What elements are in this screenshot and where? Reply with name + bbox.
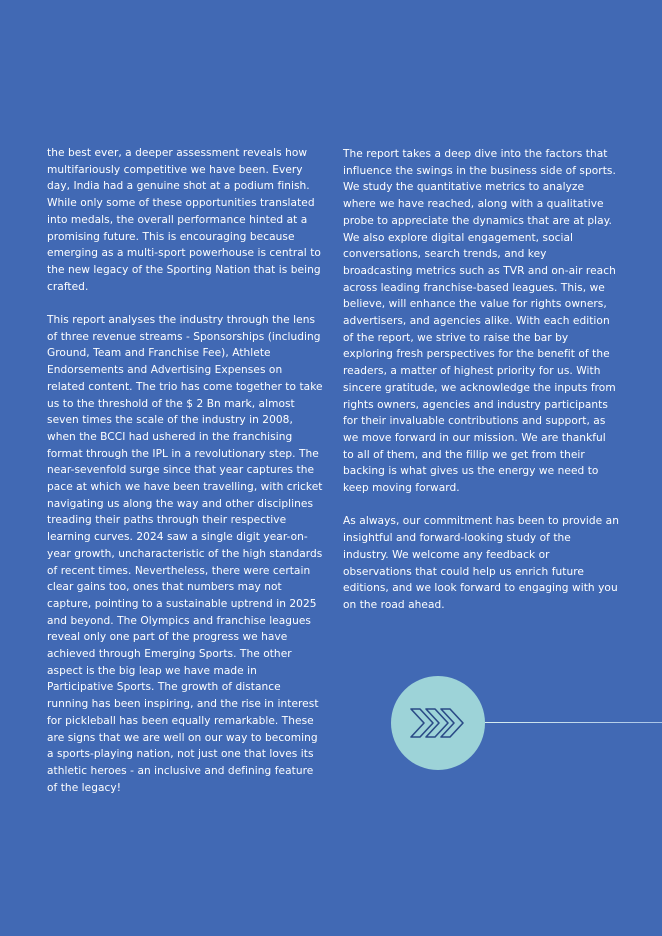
- right-text-column: [343, 146, 619, 630]
- left-text-column: [47, 145, 323, 813]
- chevron-badge: [391, 676, 485, 770]
- triple-chevron-right-icon: [391, 676, 485, 770]
- left-paragraph-1: the best ever, a deeper assessment reveals how multifariously competitive we have been. Every day, India had a genuine shot at a podium finish. While only some of these opportunities translated into medals, the overall performance hinted at a promising future. This is encouraging because emerging as a multi-sport powerhouse is central to the new legacy of the Sporting Nation that is being crafted.: [47, 147, 321, 293]
- divider-line: [485, 722, 662, 723]
- left-paragraph-2: This report analyses the industry through the lens of three revenue streams - Sponsorships (including Ground, Team and Franchise Fee), Athlete Endorsements and Advertising Expenses on related content. The trio has come together to take us to the threshold of the $ 2 Bn mark, almost seven times the scale of the industry in 2008, when the BCCI had ushered in the franchising format through the IPL in a revolutionary step. The near-sevenfold surge since that year captures the pace at which we have been travelling, with cricket navigating us along the way and other disciplines treading their paths through their respective learning curves. 2024 saw a single digit year-on-year growth, uncharacteristic of the high standards of recent times. Nevertheless, there were certain clear gains too, ones that numbers may not capture, pointing to a sustainable uptrend in 2025 and beyond. The Olympics and franchise leagues reveal only one part of the progress we have achieved through Emerging Sports. The other aspect is the big leap we have made in Participative Sports. The growth of distance running has been inspiring, and the rise in interest for pickleball has been equally remarkable. These are signs that we are well on our way to becoming a sports-playing nation, not just one that loves its athletic heroes - an inclusive and defining feature of the legacy!: [47, 314, 323, 794]
- right-paragraph-1: The report takes a deep dive into the factors that influence the swings in the business side of sports. We study the quantitative metrics to analyze where we have reached, along with a qualitative probe to appreciate the dynamics that are at play. We also explore digital engagement, social conversations, search trends, and key broadcasting metrics such as TVR and on-air reach across leading franchise-based leagues. This, we believe, will enhance the value for rights owners, advertisers, and agencies alike. With each edition of the report, we strive to raise the bar by exploring fresh perspectives for the benefit of the readers, a matter of highest priority for us. With sincere gratitude, we acknowledge the inputs from rights owners, agencies and industry participants for their invaluable contributions and support, as we move forward in our mission. We are thankful to all of them, and the fillip we get from their backing is what gives us the energy we need to keep moving forward.: [343, 148, 616, 495]
- right-paragraph-2: As always, our commitment has been to provide an insightful and forward-looking study of the industry. We welcome any feedback or observations that could help us enrich future editions, and we look forward to engaging with you on the road ahead.: [343, 515, 619, 611]
